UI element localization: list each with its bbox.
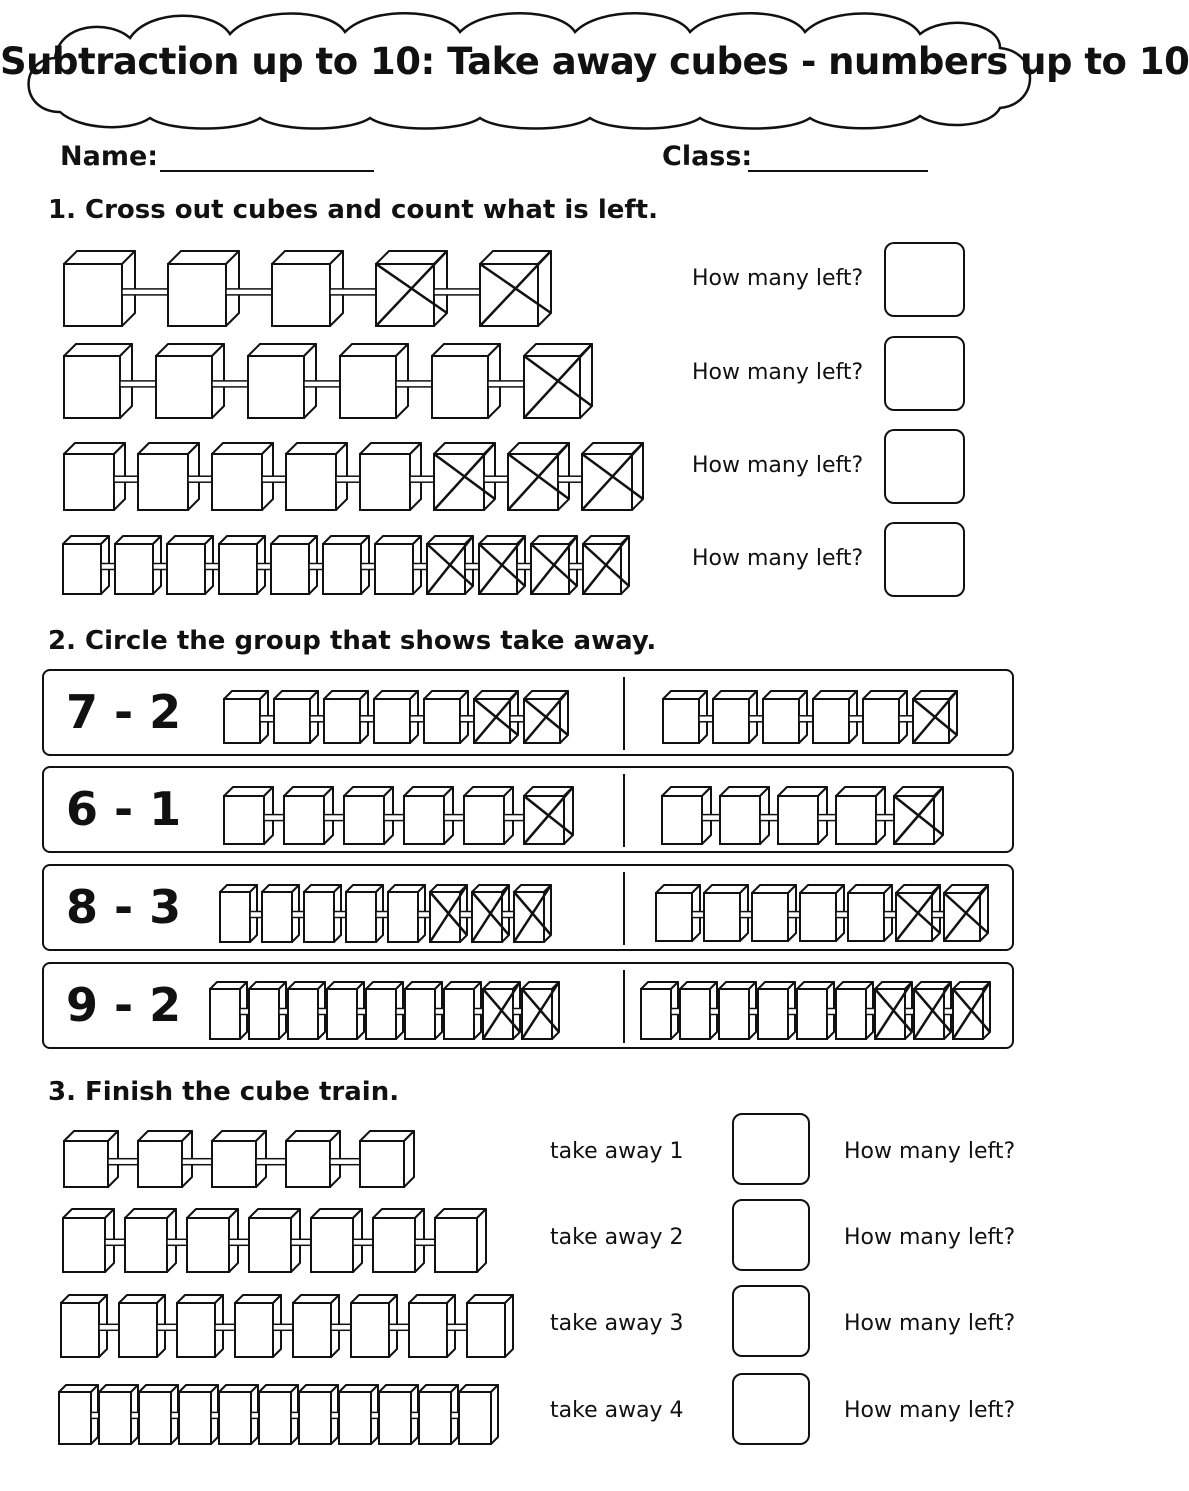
connector [410,716,425,722]
connector [336,476,361,482]
connector [396,381,433,387]
group-option-right[interactable] [640,981,993,1042]
how-many-left-label: How many left? [844,1311,1016,1336]
section3-heading: 3. Finish the cube train. [48,1077,400,1107]
cube[interactable] [360,1131,414,1187]
crossed-cube[interactable] [894,787,943,844]
connector [410,476,435,482]
section1-train-4[interactable] [62,535,632,597]
take-away-label: take away 2 [550,1225,684,1250]
crossed-cube[interactable] [953,982,990,1039]
how-many-left-label: How many left? [692,546,864,571]
connector [389,1324,410,1330]
connector [257,564,272,570]
connector [157,1324,178,1330]
name-input-line[interactable] [160,170,374,172]
group-option-left[interactable] [223,690,571,746]
crossed-cube[interactable] [524,787,573,844]
connector [260,716,275,722]
subtraction-expression: 8 - 3 [66,880,182,934]
connector [291,1239,312,1245]
connector [899,716,914,722]
connector [99,1324,120,1330]
crossed-cube[interactable] [524,344,592,418]
connector [384,815,405,821]
answer-box[interactable] [732,1113,810,1185]
how-many-left-label: How many left? [692,453,864,478]
divider [623,872,625,945]
class-label: Class: [662,141,753,172]
page-title: Subtraction up to 10: Take away cubes - numbers up to 10 [0,40,1189,83]
answer-box[interactable] [732,1373,810,1445]
connector [226,289,273,295]
connector [569,564,584,570]
connector [702,815,721,821]
answer-box[interactable] [884,522,965,597]
how-many-left-label: How many left? [844,1139,1016,1164]
section1-train-3[interactable] [63,442,646,513]
connector [799,716,814,722]
connector [484,476,509,482]
answer-box[interactable] [732,1199,810,1271]
how-many-left-label: How many left? [692,266,864,291]
connector [504,815,525,821]
answer-box[interactable] [732,1285,810,1357]
subtraction-expression: 6 - 1 [66,782,182,836]
connector [517,564,532,570]
how-many-left-label: How many left? [844,1225,1016,1250]
class-input-line[interactable] [748,170,928,172]
connector [510,716,525,722]
connector [488,381,525,387]
connector [331,1324,352,1330]
connector [818,815,837,821]
crossed-cube[interactable] [480,251,551,326]
take-away-label: take away 3 [550,1311,684,1336]
section3-train-1[interactable] [63,1130,417,1190]
crossed-cube[interactable] [913,691,957,743]
connector [360,716,375,722]
connector [273,1324,294,1330]
connector [849,716,864,722]
section3-train-2[interactable] [62,1208,489,1275]
section1-train-2[interactable] [63,343,595,421]
connector [122,289,169,295]
connector [415,1239,436,1245]
group-option-right[interactable] [655,884,991,944]
group-option-left[interactable] [209,981,562,1042]
connector [447,1324,468,1330]
connector [304,381,341,387]
crossed-cube[interactable] [583,536,629,594]
connector [309,564,324,570]
connector [256,1159,287,1165]
connector [310,716,325,722]
connector [330,289,377,295]
connector [101,564,116,570]
take-away-label: take away 4 [550,1398,684,1423]
group-option-right[interactable] [662,690,960,746]
connector [120,381,157,387]
connector [361,564,376,570]
subtraction-expression: 9 - 2 [66,978,182,1032]
connector [167,1239,188,1245]
divider [623,970,625,1043]
connector [324,815,345,821]
section3-train-4[interactable] [58,1384,501,1447]
connector [108,1159,139,1165]
crossed-cube[interactable] [944,885,988,941]
connector [182,1159,213,1165]
connector [444,815,465,821]
connector [215,1324,236,1330]
crossed-cube[interactable] [514,885,551,942]
divider [623,677,625,750]
connector [434,289,481,295]
connector [262,476,287,482]
answer-box[interactable] [884,336,965,411]
name-label: Name: [60,141,159,172]
connector [749,716,764,722]
connector [413,564,428,570]
connector [153,564,168,570]
group-option-right[interactable] [661,786,946,847]
subtraction-expression: 7 - 2 [66,685,182,739]
crossed-cube[interactable] [582,443,643,510]
connector [114,476,139,482]
how-many-left-label: How many left? [844,1398,1016,1423]
crossed-cube[interactable] [522,982,559,1039]
connector [188,476,213,482]
crossed-cube[interactable] [524,691,568,743]
how-many-left-label: How many left? [692,360,864,385]
connector [264,815,285,821]
cube[interactable] [435,1209,486,1272]
connector [353,1239,374,1245]
cube[interactable] [459,1385,498,1444]
section1-train-1[interactable] [63,250,554,329]
connector [876,815,895,821]
group-option-left[interactable] [219,884,554,945]
take-away-label: take away 1 [550,1139,684,1164]
connector [699,716,714,722]
divider [623,774,625,847]
connector [460,716,475,722]
answer-box[interactable] [884,242,965,317]
section1-heading: 1. Cross out cubes and count what is left. [48,195,658,225]
connector [760,815,779,821]
group-option-left[interactable] [223,786,576,847]
connector [330,1159,361,1165]
cube[interactable] [467,1295,513,1357]
section3-train-3[interactable] [60,1294,516,1360]
connector [212,381,249,387]
answer-box[interactable] [884,429,965,504]
connector [558,476,583,482]
connector [229,1239,250,1245]
connector [105,1239,126,1245]
connector [205,564,220,570]
section2-heading: 2. Circle the group that shows take away. [48,626,657,656]
connector [465,564,480,570]
